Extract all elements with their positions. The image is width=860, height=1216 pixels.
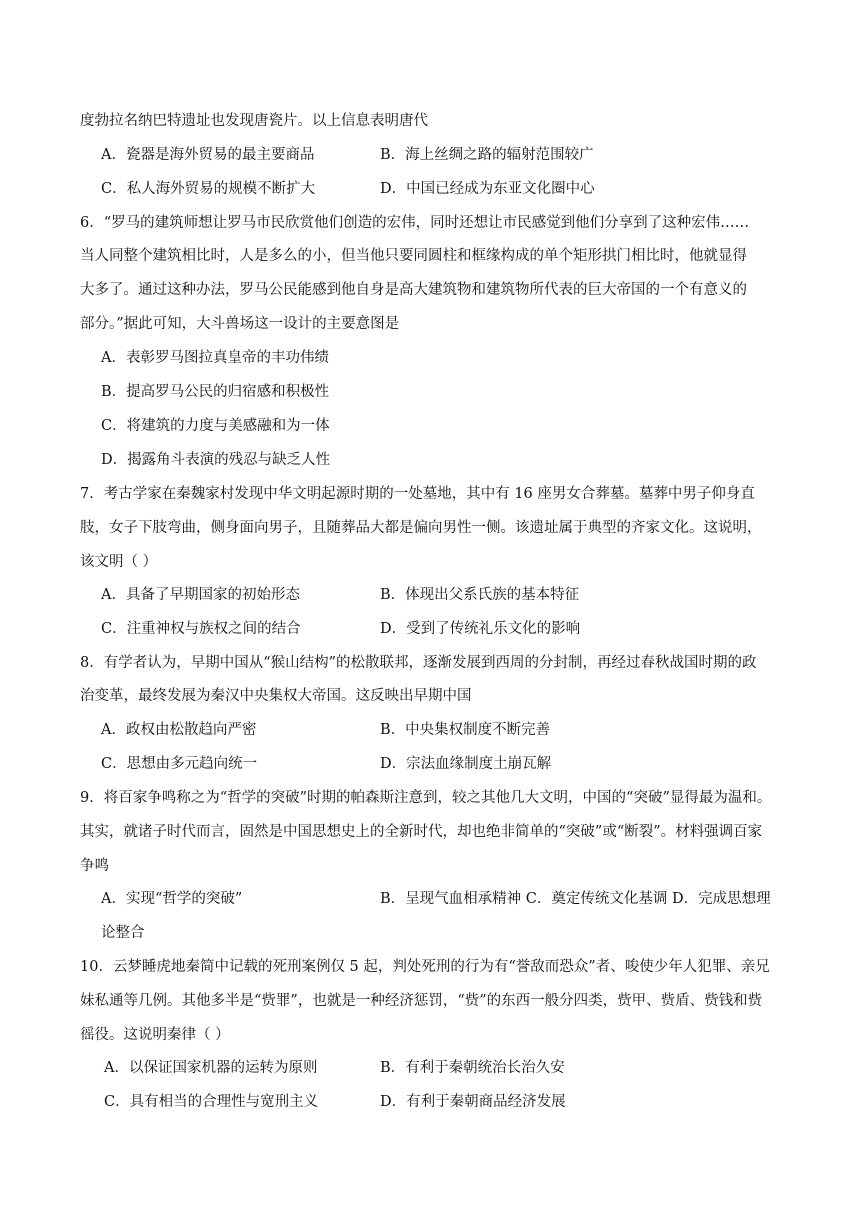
q9-option-a: A．实现“哲学的突破” <box>101 891 243 907</box>
q6-stem-line-1: 6．“罗马的建筑师想让罗马市民欣赏他们创造的宏伟，同时还想让市民感觉到他们分享到了这种宏伟…… <box>80 215 750 231</box>
q7-stem-line-1: 7．考古学家在秦魏家村发现中华文明起源时期的一处墓地，其中有 16 座男女合葬墓。墓葬中男子仰身直 <box>80 486 755 502</box>
q8-option-d: D．宗法血缘制度土崩瓦解 <box>380 756 552 772</box>
q10-option-b: B．有利于秦朝统治长治久安 <box>380 1060 565 1076</box>
q9-option-bcd: B．呈现气血相承精神 C．奠定传统文化基调 D．完成思想理 <box>380 891 771 907</box>
q8-stem-line-1: 8．有学者认为，早期中国从“猴山结构”的松散联邦，逐渐发展到西周的分封制，再经过春秋战国时期的政 <box>80 655 757 671</box>
q6-option-c: C．将建筑的力度与美感融和为一体 <box>101 418 330 434</box>
q5-option-d: D．中国已经成为东亚文化圈中心 <box>380 181 595 197</box>
q5-option-c: C．私人海外贸易的规模不断扩大 <box>101 181 316 197</box>
q9-stem-line-2: 其实，就诸子时代而言，固然是中国思想史上的全新时代，却也绝非简单的“突破”或“断裂”。材料强调百家 <box>80 824 763 840</box>
q8-option-c: C．思想由多元趋向统一 <box>101 756 258 772</box>
q7-option-a: A．具备了早期国家的初始形态 <box>101 587 300 603</box>
q6-stem-line-2: 当人同整个建筑相比时，人是多么的小，但当他只要同圆柱和框缘构成的单个矩形拱门相比时，他就显得 <box>80 248 747 264</box>
q8-stem-line-2: 治变革，最终发展为秦汉中央集权大帝国。这反映出早期中国 <box>80 688 472 704</box>
q10-option-c: C．具有相当的合理性与宽刑主义 <box>104 1094 319 1110</box>
q10-option-d: D．有利于秦朝商品经济发展 <box>380 1094 566 1110</box>
q9-stem-line-1: 9．将百家争鸣称之为“哲学的突破”时期的帕森斯注意到，较之其他几大文明，中国的“突破”显得最为温和。 <box>80 790 772 806</box>
q6-option-b: B．提高罗马公民的归宿感和积极性 <box>101 384 330 400</box>
q9-stem-line-3: 争鸣 <box>80 858 109 874</box>
q6-stem-line-4: 部分。”据此可知，大斗兽场这一设计的主要意图是 <box>80 316 400 332</box>
q7-option-b: B．体现出父系氏族的基本特征 <box>380 587 580 603</box>
q10-stem-line-1: 10．云梦睡虎地秦简中记载的死刑案例仅 5 起，判处死刑的行为有“誉敌而恐众”者、唆使少年人犯罪、亲兄 <box>80 959 770 975</box>
q10-option-a: A．以保证国家机器的运转为原则 <box>104 1060 318 1076</box>
q6-stem-line-3: 大多了。通过这种办法，罗马公民能感到他自身是高大建筑物和建筑物所代表的巨大帝国的一个有意义的 <box>80 282 747 298</box>
q7-stem-line-2: 肢，女子下肢弯曲，侧身面向男子，且随葬品大都是偏向男性一侧。该遗址属于典型的齐家文化。这说明， <box>80 520 762 536</box>
q10-stem-line-2: 妹私通等几例。其他多半是“赀罪”，也就是一种经济惩罚，“赀”的东西一般分四类，赀甲、赀盾、赀钱和赀 <box>80 993 763 1009</box>
q5-stem-tail: 度勃拉名纳巴特遗址也发现唐瓷片。以上信息表明唐代 <box>80 113 428 129</box>
q7-option-d: D．受到了传统礼乐文化的影响 <box>380 621 581 637</box>
q9-option-d-continued: 论整合 <box>101 925 145 941</box>
q6-option-d: D．揭露角斗表演的残忍与缺乏人性 <box>101 452 331 468</box>
q8-option-b: B．中央集权制度不断完善 <box>380 722 551 738</box>
q10-stem-line-3: 徭役。这说明秦律（ ） <box>80 1027 230 1043</box>
q7-option-c: C．注重神权与族权之间的结合 <box>101 621 301 637</box>
q5-option-b: B．海上丝绸之路的辐射范围较广 <box>380 147 594 163</box>
q5-option-a: A．瓷器是海外贸易的最主要商品 <box>101 147 315 163</box>
q8-option-a: A．政权由松散趋向严密 <box>101 722 257 738</box>
q6-option-a: A．表彰罗马图拉真皇帝的丰功伟绩 <box>101 350 329 366</box>
q7-stem-line-3: 该文明（ ） <box>80 554 158 570</box>
